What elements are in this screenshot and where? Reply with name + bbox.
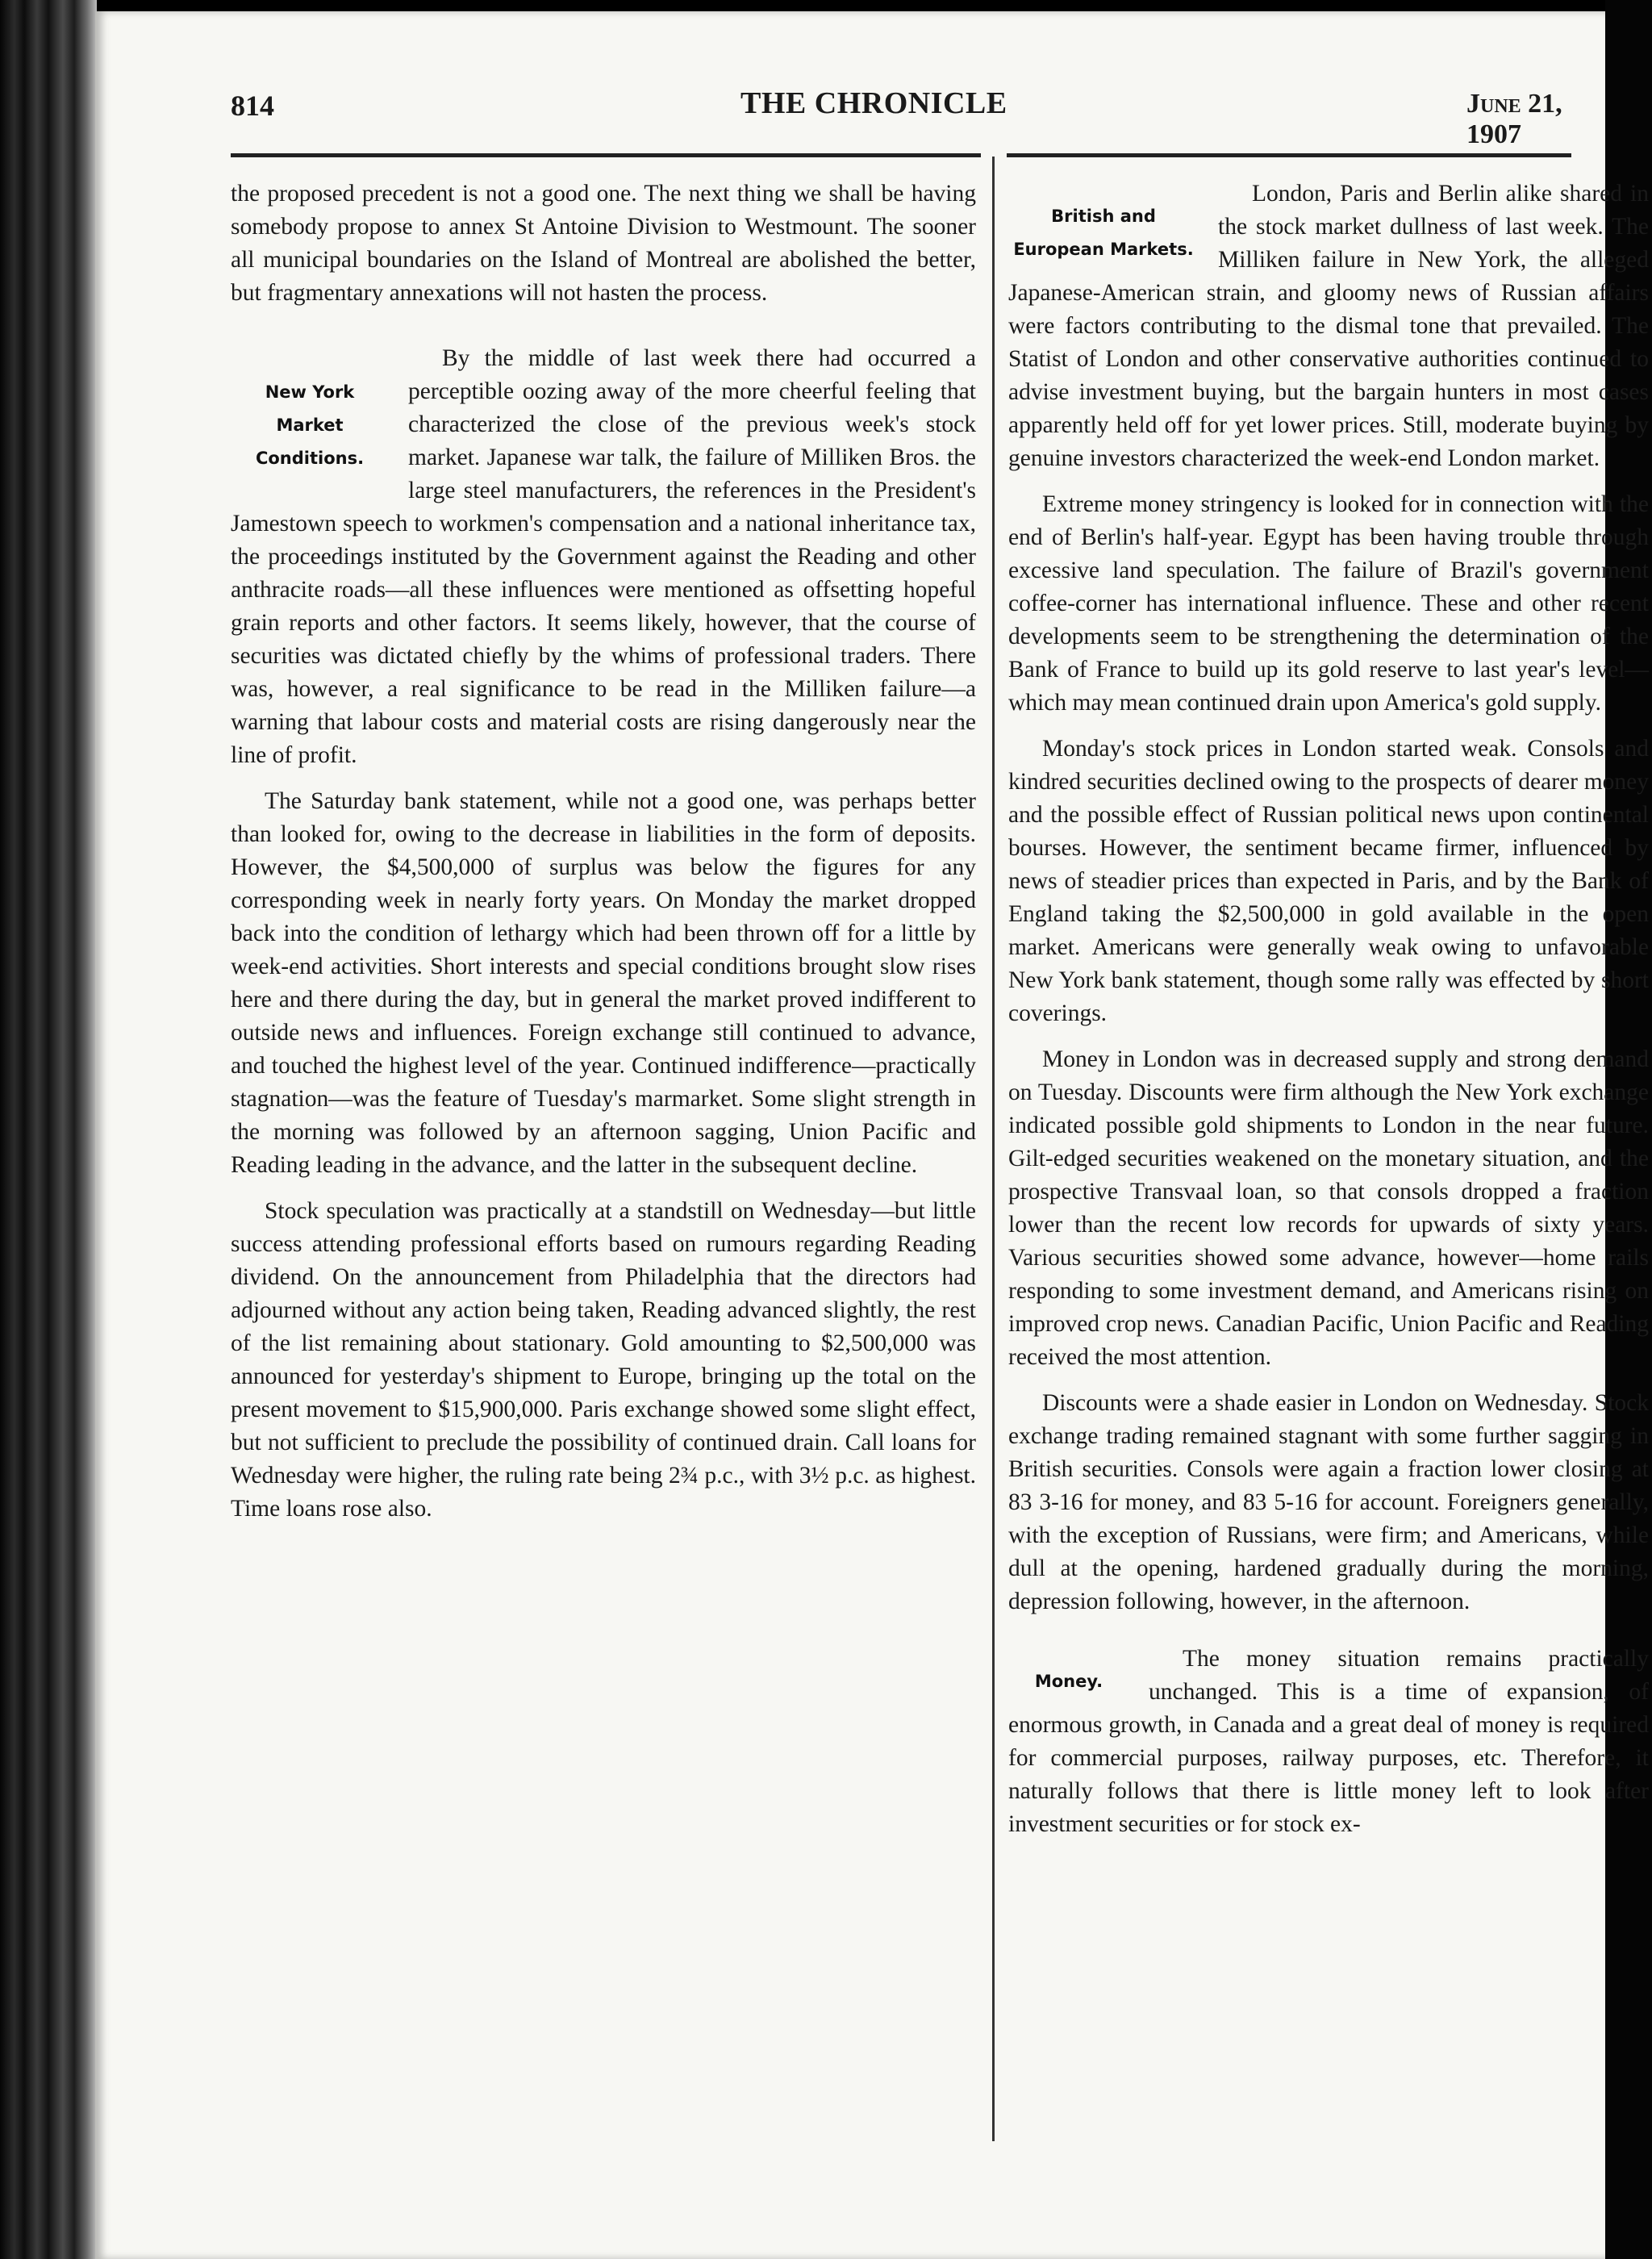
paragraph: Stock speculation was practically at a standstill on Wednesday—but little success attending professional efforts based on rumours regarding Reading dividend. On the announcement from Philadelphia that the directors had adjourned without any action being taken, Reading advanced slightly, the rest of the list remaining about stationary. Gold amounting to $2,500,000 was announced for yesterday's shipment to Europe, bringing up the total on the present movement to $15,900,000. Paris exchange showed some slight effect, but not sufficient to preclude the possibility of continued drain. Call loans for Wednesday were higher, the ruling rate being 2¾ p.c., with 3½ p.c. as highest. Time loans rose also. [231, 1198, 976, 1522]
running-header [95, 86, 1605, 149]
paragraph: The Saturday bank statement, while not a good one, was perhaps better than looked for, owing to the decrease in liabilities in the form of deposits. However, the $4,500,000 of surplus was below the figures for any corresponding week in nearly forty years. On Monday the market dropped back into the condition of lethargy which had been thrown off for a little by week-end activities. Short interests and special conditions brought slow rises here and there during the day, but in general the market proved indifferent to outside news and influences. Foreign exchange still continued to advance, and touched the highest level of the year. Continued indifference—practically stagnation—was the feature of Tuesday's marmarket. Some slight strength in the morning was followed by an afternoon sagging, Union Pacific and Reading leading in the advance, and the latter in the subsequent decline. [231, 788, 976, 1178]
book-binding-edge [0, 0, 97, 2259]
paragraph: Extreme money stringency is looked for in connection with the end of Berlin's half-year. Egypt has been having trouble through excessive land speculation. The failure of Brazil's government coffee-corner has international influence. These and other recent developments seem to be strengthening the determination of the Bank of France to build up its gold reserve to last year's level—which may mean continued drain upon America's gold supply. [1008, 491, 1649, 716]
paragraph: London, Paris and Berlin alike shared in the stock market dullness of last week. The Milliken failure in New York, the alleged Japanese-American strain, and gloomy news of Russian affairs were factors contributing to the dismal tone that prevailed. The Statist of London and other conservative authorities continued to advise investment buying, but the bargain hunters in most cases apparently held off for yet lower prices. Still, moderate buying by genuine investors characterized the week-end London market. [1008, 181, 1649, 471]
paragraph: Discounts were a shade easier in London on Wednesday. Stock exchange trading remained stagnant with some further sagging in British securities. Consols were again a fraction lower closing at 83 3-16 for money, and 83 5-16 for account. Foreigners generally, with the exception of Russians, were firm; and Americans, while dull at the opening, hardened gradually during the morning, depression following, however, in the afternoon. [1008, 1390, 1649, 1614]
paragraph: The money situation remains practically unchanged. This is a time of expansion, of enormous growth, in Canada and a great deal of money is required for commercial purposes, railway purposes, etc. Therefore, it naturally follows that there is little money left to look after investment securities or for stock ex- [1008, 1646, 1649, 1837]
book-page [95, 11, 1649, 2259]
section-new-york-market [231, 342, 976, 772]
issue-date: June 21, 1907 [1466, 89, 1562, 149]
paragraph: Monday's stock prices in London started weak. Consols and kindred securities declined owing to the prospects of dearer money and the possible effect of Russian political news upon continental bourses. However, the sentiment became firmer, influenced by news of steadier prices than expected in Paris, and by the Bank of England taking the $2,500,000 in gold available in the open market. Americans were generally weak owing to unfavorable New York bank statement, though some rally was effected by short coverings. [1008, 736, 1649, 1026]
page-number: 814 [231, 90, 274, 122]
paragraph: By the middle of last week there had occurred a perceptible oozing away of the more cheerful feeling that characterized the close of the previous week's stock market. Japanese war talk, the failure of Milliken Bros. the large steel manufacturers, the references in the President's Jamestown speech to workmen's compensation and a national inheritance tax, the proceedings instituted by the Government against the Reading and other anthracite roads—all these influences were mentioned as offsetting hopeful grain reports and other factors. It seems likely, however, that the course of securities was dictated chiefly by the whims of professional traders. There was, however, a real significance to be read in the Milliken failure—a warning that labour costs and material costs are rising dangerously near the line of profit. [231, 345, 976, 768]
side-heading-new-york: New York Market Conditions. [255, 382, 365, 468]
section-european-markets [1008, 177, 1649, 475]
side-heading-european-markets: British and European Markets. [1013, 207, 1194, 259]
side-heading-money: Money. [1034, 1672, 1103, 1691]
left-column [231, 177, 976, 1539]
section-money [1008, 1643, 1649, 1841]
paragraph: Money in London was in decreased supply and strong demand on Tuesday. Discounts were firm although the New York exchange indicated possible gold shipments to London in the near future. Gilt-edged securities weakened on the monetary situation, and the prospective Transvaal loan, so that consols dropped a fraction lower than the recent low records for upwards of sixty years. Various securities showed some advance, however—home rails responding to some investment demand, and Americans rising on improved crop news. Canadian Pacific, Union Pacific and Reading received the most attention. [1008, 1046, 1649, 1370]
journal-title: THE CHRONICLE [740, 86, 1007, 120]
column-divider [992, 157, 995, 2141]
header-rule-right [1007, 153, 1571, 157]
article-continuation: the proposed precedent is not a good one. The next thing we shall be having somebody propose to annex St Antoine Division to Westmount. The sooner all municipal boundaries on the Island of Montreal are abolished the better, but fragmentary annexations will not hasten the process. [231, 181, 976, 306]
right-column [1008, 177, 1649, 1854]
header-rule-left [231, 153, 981, 157]
